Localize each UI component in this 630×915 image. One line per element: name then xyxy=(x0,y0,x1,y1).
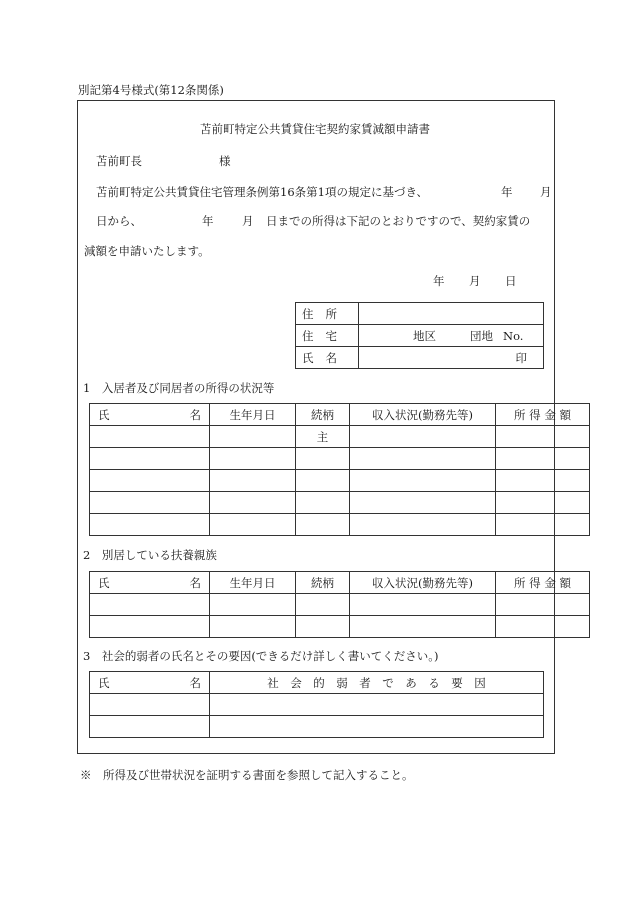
date-month: 月 xyxy=(469,274,481,288)
body-line-2-end: 日までの所得は下記のとおりですので、契約家賃の xyxy=(266,214,531,228)
addressee-honorific: 様 xyxy=(219,154,231,168)
cell-amount[interactable] xyxy=(496,448,590,470)
body-line-2-start: 日から、 xyxy=(96,214,142,228)
cell-amount[interactable] xyxy=(496,492,590,514)
cell-relation[interactable] xyxy=(296,492,350,514)
form-title: 苫前町特定公共賃貸住宅契約家賃減額申請書 xyxy=(200,122,430,136)
cell-name[interactable] xyxy=(90,426,210,448)
body-line-3: 減額を申請いたします。 xyxy=(84,244,210,258)
cell-birthdate[interactable] xyxy=(210,426,296,448)
residence-field[interactable] xyxy=(359,325,544,347)
cell-relation[interactable] xyxy=(296,616,350,638)
header-name: 氏 名 xyxy=(90,672,210,694)
number-label: No. xyxy=(503,328,524,343)
date-year: 年 xyxy=(433,274,445,288)
cell-income[interactable] xyxy=(350,492,496,514)
section-3-heading: 3 社会的弱者の氏名とその要因(できるだけ詳しく書いてください。) xyxy=(83,649,439,663)
table-row xyxy=(90,448,590,470)
header-income: 収入状況(勤務先等) xyxy=(350,404,496,426)
body-month-2: 月 xyxy=(242,214,254,228)
header-birthdate: 生年月日 xyxy=(210,404,296,426)
cell-name[interactable] xyxy=(90,594,210,616)
cell-relation[interactable] xyxy=(296,514,350,536)
cell-income[interactable] xyxy=(350,594,496,616)
cell-reason[interactable] xyxy=(210,716,544,738)
table-row xyxy=(90,694,544,716)
table-row xyxy=(90,426,590,448)
table-row xyxy=(90,492,590,514)
header-amount: 所 得 金 額 xyxy=(496,572,590,594)
cell-income[interactable] xyxy=(350,448,496,470)
vulnerable-table-header xyxy=(90,672,544,694)
cell-name[interactable] xyxy=(90,448,210,470)
applicant-residence-row xyxy=(296,325,544,347)
body-year-2: 年 xyxy=(202,214,214,228)
section-2-heading: 2 別居している扶養親族 xyxy=(83,548,217,562)
form-reference: 別記第4号様式(第12条関係) xyxy=(78,83,224,97)
header-reason: 社 会 的 弱 者 で あ る 要 因 xyxy=(210,672,544,694)
cell-name[interactable] xyxy=(90,616,210,638)
cell-birthdate[interactable] xyxy=(210,492,296,514)
complex-label: 団地 xyxy=(470,328,493,343)
cell-name[interactable] xyxy=(90,492,210,514)
table-row xyxy=(90,616,590,638)
addressee: 苫前町長 xyxy=(96,154,142,168)
header-birthdate: 生年月日 xyxy=(210,572,296,594)
applicant-table xyxy=(295,302,544,369)
vulnerable-table xyxy=(89,671,544,738)
cell-income[interactable] xyxy=(350,426,496,448)
cell-relation[interactable] xyxy=(296,448,350,470)
body-line-1: 苫前町特定公共賃貸住宅管理条例第16条第1項の規定に基づき、 xyxy=(96,185,428,199)
table-row xyxy=(90,594,590,616)
header-amount: 所 得 金 額 xyxy=(496,404,590,426)
income-table xyxy=(89,403,590,536)
table-row xyxy=(90,470,590,492)
cell-relation[interactable]: 主 xyxy=(296,426,350,448)
income-table-header xyxy=(90,404,590,426)
cell-income[interactable] xyxy=(350,514,496,536)
cell-birthdate[interactable] xyxy=(210,594,296,616)
table-row xyxy=(90,716,544,738)
header-relation: 続柄 xyxy=(296,404,350,426)
cell-income[interactable] xyxy=(350,616,496,638)
header-name: 氏 名 xyxy=(90,404,210,426)
body-year-1: 年 xyxy=(501,185,513,199)
dependents-table-header xyxy=(90,572,590,594)
cell-amount[interactable] xyxy=(496,616,590,638)
cell-reason[interactable] xyxy=(210,694,544,716)
residence-label: 住宅 xyxy=(296,325,359,347)
cell-relation[interactable] xyxy=(296,594,350,616)
applicant-address-row xyxy=(296,303,544,325)
header-income: 収入状況(勤務先等) xyxy=(350,572,496,594)
cell-name[interactable] xyxy=(90,716,210,738)
cell-birthdate[interactable] xyxy=(210,616,296,638)
cell-amount[interactable] xyxy=(496,470,590,492)
cell-name[interactable] xyxy=(90,694,210,716)
cell-name[interactable] xyxy=(90,470,210,492)
body-month-1: 月 xyxy=(540,185,552,199)
cell-birthdate[interactable] xyxy=(210,448,296,470)
dependents-table xyxy=(89,571,590,638)
district-label: 地区 xyxy=(413,328,436,343)
cell-relation[interactable] xyxy=(296,470,350,492)
cell-birthdate[interactable] xyxy=(210,470,296,492)
seal-mark: 印 xyxy=(515,350,527,365)
cell-amount[interactable] xyxy=(496,594,590,616)
table-row xyxy=(90,514,590,536)
name-label: 氏名 xyxy=(296,347,359,369)
address-field[interactable] xyxy=(359,303,544,325)
header-relation: 続柄 xyxy=(296,572,350,594)
section-1-heading: 1 入居者及び同居者の所得の状況等 xyxy=(83,381,275,395)
cell-birthdate[interactable] xyxy=(210,514,296,536)
name-field[interactable] xyxy=(359,347,544,369)
cell-name[interactable] xyxy=(90,514,210,536)
footnote: ※ 所得及び世帯状況を証明する書面を参照して記入すること。 xyxy=(80,768,414,782)
address-label: 住所 xyxy=(296,303,359,325)
cell-amount[interactable] xyxy=(496,426,590,448)
header-name: 氏 名 xyxy=(90,572,210,594)
cell-amount[interactable] xyxy=(496,514,590,536)
date-day: 日 xyxy=(505,274,517,288)
applicant-name-row xyxy=(296,347,544,369)
cell-income[interactable] xyxy=(350,470,496,492)
